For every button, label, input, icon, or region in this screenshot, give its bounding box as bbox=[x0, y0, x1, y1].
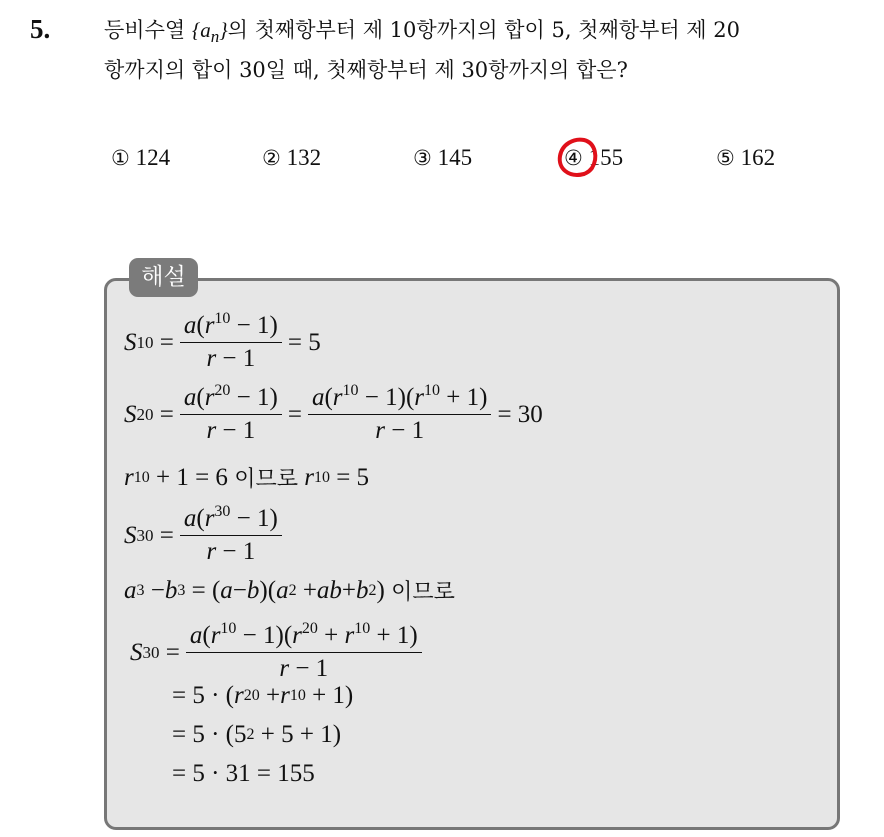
solution-s30: S 30 = $\frac{a(r^{30} - 1)}{r - 1}$ bbox=[124, 505, 288, 566]
solution-step-1: = 5 · ( r 20 + r 10 + 1) bbox=[172, 682, 354, 709]
solution-cube-identity: a 3 − b 3 = ( a − b )( a 2 + ab + b 2 ) 이므로 bbox=[124, 576, 455, 605]
solution-s30-expanded: S 30 = $\frac{a(r^{10} - 1)(r^{20} + r^{10} + 1)}{r - 1}$ bbox=[130, 622, 428, 683]
question-line-1 bbox=[104, 14, 740, 44]
fraction: $\frac{a(r^{20} - 1)}{r - 1}$ bbox=[180, 384, 282, 445]
solution-s20: S 20 = $\frac{a(r^{20} - 1)}{r - 1}$ = $\frac{a(r^{10} - 1)(r^{10} + 1)}{r - 1}$ = 30 bbox=[124, 382, 543, 444]
answer-circle-mark bbox=[554, 134, 600, 180]
choice-1[interactable]: ① 124 bbox=[111, 145, 171, 170]
solution-s10: S 10 = $\frac{a(r^{10} - 1)}{r - 1}$ = 5 bbox=[124, 310, 321, 372]
choice-2[interactable]: ② 132 bbox=[262, 145, 322, 170]
solution-step-2: = 5 · (5 2 + 5 + 1) bbox=[172, 721, 342, 748]
choice-3[interactable]: ③ 145 bbox=[413, 145, 473, 170]
fraction: $\frac{a(r^{10} - 1)(r^{10} + 1)}{r - 1}$ bbox=[308, 384, 491, 445]
question-line-2: 항까지의 합이 30일 때, 첫째항부터 제 30항까지의 합은? bbox=[104, 58, 628, 82]
sequence-symbol: $\{a_n\}$ bbox=[191, 18, 228, 46]
question-text-b: 의 첫째항부터 제 10항까지의 합이 5, 첫째항부터 제 20 bbox=[227, 18, 740, 42]
question-text-a: 등비수열 bbox=[104, 18, 186, 42]
choice-5[interactable]: ⑤ 162 bbox=[716, 145, 776, 170]
question-number: 5. bbox=[30, 14, 51, 44]
choice-4[interactable]: ④ 155 bbox=[564, 145, 624, 170]
solution-r10-line: r 10 + 1 = 6 이므로 r 10 = 5 bbox=[124, 463, 370, 492]
solution-label: 해설 bbox=[129, 258, 198, 297]
solution-step-3: = 5 · 31 = 155 bbox=[172, 760, 315, 787]
fraction: $\frac{a(r^{10} - 1)}{r - 1}$ bbox=[180, 312, 282, 373]
fraction: $\frac{a(r^{30} - 1)}{r - 1}$ bbox=[180, 505, 282, 566]
fraction: $\frac{a(r^{10} - 1)(r^{20} + r^{10} + 1)}{r - 1}$ bbox=[186, 622, 422, 683]
